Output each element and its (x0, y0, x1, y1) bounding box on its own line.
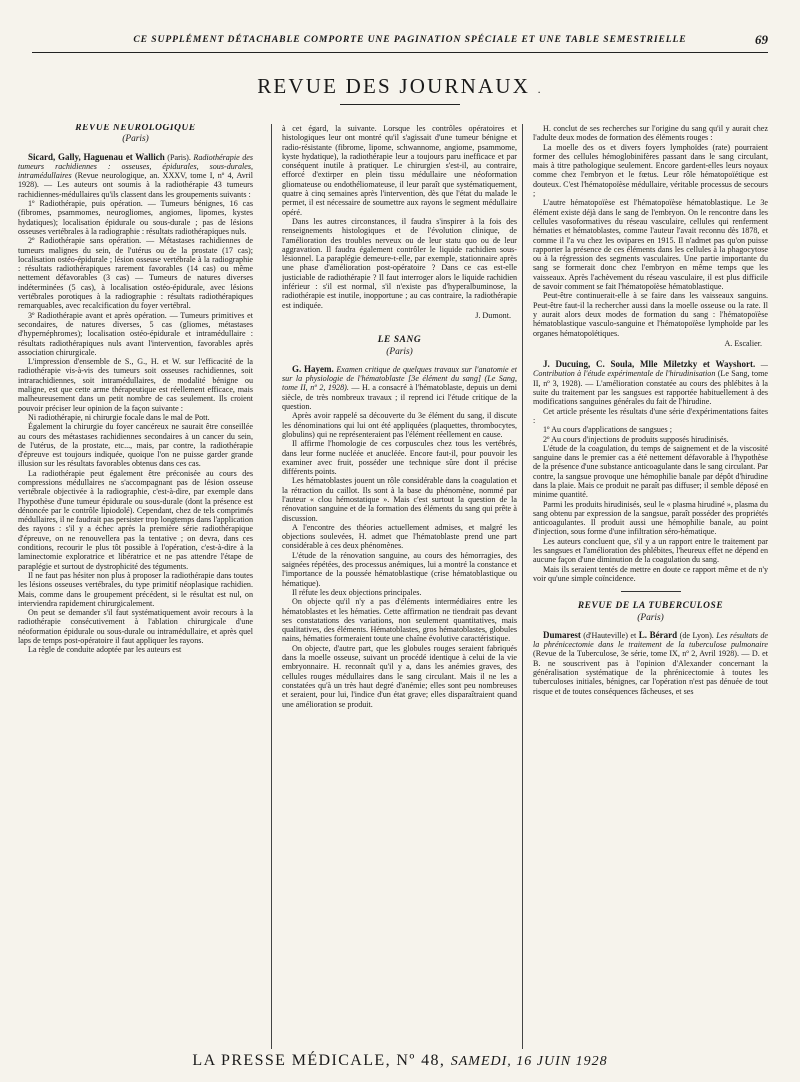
running-head-text: CE SUPPLÉMENT DÉTACHABLE COMPORTE UNE PAGINATION SPÉCIALE ET UNE TABLE SEMESTRIELLE (133, 34, 687, 45)
paragraph: 2º Au cours d'injections de produits supposés hirudinisés. (543, 434, 729, 444)
section-divider (621, 591, 681, 592)
column-divider (522, 124, 523, 1049)
paragraph: Dans les autres circonstances, il faudra s'inspirer à la fois des renseignements histologiques et de l'évolution clinique, de l'amélioration des troubles nerveux ou de leur statu quo ou de leur aggravation. Il faudra également contrôler le liquide rachidien sous-lésionnel. La paraplégie demeure-t-elle, par exemple, stationnaire après une phase d'amélioration post-opératoire ? Dans ce cas est-elle justiciable de radiothérapie ? Il faut interroger alors le liquide rachidien inférieur : s'il est normal, s'il n'existe pas d'hyperalbuminose, la radiothérapie est inutile, inopportune ; au cas contraire, la radiothérapie est indiquée. (282, 216, 517, 310)
paragraph: La règle de conduite adoptée par les auteurs est (28, 645, 182, 655)
article-body: — H. a consacré à l'hématoblaste, depuis un demi siècle, de très nombreux travaux ; il reprend ici l'étude critique de la question. (282, 383, 517, 412)
page-footer (0, 1052, 800, 1070)
article-signature: J. Dumont. (475, 310, 511, 320)
section-title-text: REVUE DES JOURNAUX (257, 74, 531, 98)
article-authors: J. Ducuing, C. Soula, Mlle Miletzky et Wayshort. (543, 359, 756, 370)
article-entry (282, 365, 517, 411)
footer-journal: LA PRESSE MÉDICALE, Nº 48, (192, 1052, 446, 1069)
article-title: Les résultats de la phrénicectomie dans le traitement de la tuberculose pulmonaire (533, 630, 768, 650)
paragraph: L'étude de la rénovation sanguine, au cours des hémorragies, des saignées répétées, des processus anémiques, lui a montré la constance et l'importance de la poussée hématoblastique (crise hématoblastique ou hématique). (282, 550, 517, 588)
paragraph: 1º Radiothérapie, puis opération. — Tumeurs bénignes, 16 cas (fibromes, psammomes, neurogliomes, angiomes, lipomes, kystes hydatiques); localisation épidurale ou sous-durale ; pas de lésions osseuses vertébrales à la radiographie : résultats radiothérapiques nuls. (18, 199, 253, 236)
article-ref: (d'Hauteville) et (580, 630, 639, 640)
paragraph: Peut-être continuerait-elle à se faire dans les vaisseaux sanguins. Peut-être faut-il la rechercher aussi dans la moelle osseuse ou la rate. Il y aurait alors deux modes de formation du sang : l'hématopoïèse hématoblastique vasculo-sanguine et l'hématopoïèse lymphoïde par les organes hématopoïétiques. (533, 291, 768, 338)
paragraph: L'autre hématopoïèse est l'hématopoïèse hématoblastique. Le 3e élément existe déjà dans le sang de l'embryon. On le rencontre dans les cellules vasoformatives du réseau vasculaire, cellules qui renferment hématies et hématoblastes, comme l'auteur l'avait reconnu dès 1878, et comme il l'a vu chez les ovipares en 1915. Il n'admet pas qu'on puisse rapporter la présence de ces éléments dans les cellules à la phagocytose ou à la régression des segments vasculaires. Une partie importante du sang se formerait donc chez l'embryon en même temps que les vaisseaux. Après l'achèvement du réseau vasculaire, il est plus difficile de savoir comment se fait l'hématopoïèse hématoblastique. (533, 198, 768, 292)
paragraph: 3º Radiothérapie avant et après opération. — Tumeurs primitives et secondaires, de natures diverses, 5 cas (gliomes, métastases d'hypernéphromes); localisation ostéo-épidurale et intramédullaire : résultats radiothérapiques nuls avant l'intervention, favorables après association chirurgicale. (18, 310, 253, 357)
article-body: (Le Sang, tome II, nº 3, 1928). — L'amélioration constatée au cours des phlébites à la suite du traitement par les sangsues est rapportée habituellement à des modifications sanguines générales du fait de l'hirudine. (533, 369, 768, 407)
paragraph: Il ne faut pas hésiter non plus à proposer la radiothérapie dans toutes les lésions osseuses vertébrales, du type primitif néoplasique rachidien. Mais, comme dans le groupement précédent, si le résultat est nul, on interviendra rapidement chirurgicalement. (18, 570, 253, 608)
article-title: — Contribution à l'étude expérimentale de l'hirudinisation (533, 360, 768, 379)
column-divider (271, 124, 272, 1049)
section-title (0, 74, 800, 99)
rubric-title: LE SANG (377, 335, 422, 346)
paragraph: Il affirme l'homologie de ces corpuscules chez tous les vertébrés, dans leur forme nucléée et anucléée. Encore faut-il, pour pouvoir les examiner avec fruit, posséder une technique sûre dont il précise différents points. (282, 439, 517, 477)
column-left (18, 124, 253, 1049)
paragraph: Parmi les produits hirudinisés, seul le « plasma hirudiné », plasma du sang obtenu par expression de la sangsue, paraît posséder des propriétés anticoagulantes. Il produit aussi une hémophilie banale, au point d'injection, sous forme d'une infiltration séro-hématique. (533, 499, 768, 537)
article-entry (18, 153, 253, 199)
paragraph: On objecte qu'il n'y a pas d'éléments intermédiaires entre les hématoblastes et les hématies. Cette affirmation ne tiendrait pas devant ses constatations des variations, non seulement quantitatives, mais qualitatives, des éléments. Hématoblastes, gros hématoblastes, globules nains, hématies formeraient toute une chaîne évolutive caractéristique. (282, 597, 517, 644)
paragraph: Après avoir rappelé sa découverte du 3e élément du sang, il discute les dénominations qui lui ont été appliquées (plaquettes, thrombocytes, globulins) qui ne représenteraient pas l'élément réellement en cause. (282, 411, 517, 439)
paragraph: A l'encontre des théories actuellement admises, et malgré les objections soulevées, H. admet que l'hématoblaste prend une part considérable à ces deux phénomènes. (282, 522, 517, 551)
article-authors: Dumarest (543, 629, 581, 640)
paragraph: La moelle des os et divers foyers lymphoïdes (rate) pourraient former des cellules hémoglobinifères passant dans le sang circulant, mais à titre pathologique seulement. Encore gardent-elles leurs noyaux comme chez l'embryon et le fœtus. Leur rôle hématopoïétique est douteux. C'est l'hématopoïèse médullaire, véritable processus de secours ; (533, 142, 768, 199)
title-underline (340, 104, 460, 105)
paragraph: On peut se demander s'il faut systématiquement avoir recours à la radiothérapie consécutivement à l'ablation chirurgicale d'une néoformation épidurale ou sous-durale ou intramédullaire, et après quel laps de temps post-opératoire il faut appliquer les rayons. (18, 608, 253, 646)
paragraph: L'impression d'ensemble de S., G., H. et W. sur l'efficacité de la radiothérapie vis-à-vis des tumeurs soit osseuses rachidiennes, soit intrarachidiennes, soit intramédullaires, de modalité bénigne ou maligne, est que cette arme thérapeutique est réellement efficace, mais malheureusement dans un petit nombre de cas seulement. Ils croient pouvoir préciser leur opinion de la façon suivante : (18, 357, 253, 413)
paragraph: à cet égard, la suivante. Lorsque les contrôles opératoires et histologiques leur ont montré qu'il s'agissait d'une tumeur bénigne et radio-résistante (fibrome, lipome, schwannome, angiome, psammome, kyste hydatique), la radiothérapie leur a toujours paru inefficace et par conséquent inutile à pratiquer. Le chirurgien s'est-il, au contraire, efforcé d'extirper en plein tissu médullaire une néoformation gliomateuse ou endothéliomateuse, il leur paraît que systématiquement, quatre à cinq semaines après l'intervention, dès que l'état du malade le permet, il est nécessaire de soumettre aux rayons le segment médullaire opéré. (282, 124, 517, 217)
rubric-title: REVUE DE LA TUBERCULOSE (577, 601, 724, 612)
paragraph: H. conclut de ses recherches sur l'origine du sang qu'il y aurait chez l'adulte deux modes de formation des éléments rouges : (533, 124, 768, 143)
paragraph: Les auteurs concluent que, s'il y a un rapport entre le traitement par les sangsues et l'amélioration des phlébites, l'heureux effet ne dépend en aucune façon d'une diminution de la coagulation du sang. (533, 536, 768, 565)
article-authors: L. Bérard (638, 629, 678, 640)
paragraph: Cet article présente les résultats d'une série d'expérimentations faites : (533, 406, 768, 425)
column-right (533, 124, 768, 1049)
rubric-place: (Paris) (386, 346, 413, 357)
paragraph: Il réfute les deux objections principales. (292, 587, 422, 597)
article-title: Examen critique de quelques travaux sur l'anatomie et sur la physiologie de l'hématoblaste [3e élément du sang] (Le Sang, tome II, nº 2, 1928). (282, 364, 517, 393)
article-authors: G. Hayem. (292, 363, 334, 374)
paragraph: Mais ils seraient tentés de mettre en doute ce rapport même et de n'y voir qu'une simple coïncidence. (533, 564, 768, 583)
rubric-place: (Paris) (122, 134, 149, 145)
article-ref: (Paris). (164, 152, 194, 162)
column-middle (282, 124, 517, 1049)
article-ref: (de Lyon). (677, 630, 717, 640)
paragraph: Les hématoblastes jouent un rôle considérable dans la coagulation et la rétraction du caillot. Ils sont à la base du phénomène, nommé par l'auteur « clou hémostatique ». Mais c'est surtout la question de la rénovation sanguine et de la formation des éléments du sang qui prête à discussion. (282, 476, 517, 523)
article-entry (533, 631, 768, 696)
article-entry (533, 360, 768, 406)
paragraph: Ni radiothérapie, ni chirurgie focale dans le mal de Pott. (28, 412, 210, 422)
paragraph: L'étude de la coagulation, du temps de saignement et de la viscosité sanguine dans le premier cas a été nettement défavorable à l'hypothèse de la présence d'une substance anticoagulante dans le sang circulant. Par contre, la sangsue provoque une hémophilie banale par dépôt d'hirudine dans la plaie. Mais ce produit ne paraît pas diffuser; il semble déposé en minime quantité. (533, 443, 768, 500)
running-head (52, 34, 768, 50)
rubric-place: (Paris) (637, 612, 664, 623)
rubric-title: REVUE NEUROLOGIQUE (75, 124, 196, 133)
footer-date: SAMEDI, 16 JUIN 1928 (450, 1054, 608, 1069)
article-signature: A. Escalier. (724, 338, 762, 348)
paragraph: La radiothérapie peut également être préconisée au cours des compressions médullaires ne s'accompagnant pas de lésion osseuse vertébrale objectivée à la radiographie, c'est-à-dire, par exemple dans l'hypothèse d'une tumeur épidurale ou sous-durale (dont la présence est dénoncée par le contrôle lipiodolé). Cependant, chez de tels comprimés médullaires, il ne faudrait pas persister trop longtemps dans l'application des rayons : s'il y a échec après la première série radiothérapique d'épreuve, on ne renouvellera pas la tentative ; on devra, dans ces conditions, recourir le plus tôt possible à l'opération, c'est-à-dire à la laminectomie exploratrice et libératrice et ne pas attendre l'étape de paraplégie et surtout de dystrophicité des téguments. (18, 468, 253, 571)
article-authors: Sicard, Gally, Haguenau et Wallich (28, 151, 165, 162)
paragraph: On objecte, d'autre part, que les globules rouges seraient fabriqués dans la moelle osseuse, suivant un procédé identique à celui de la vie embryonnaire. H. reconnaît qu'il y a, dans les anémies graves, des cellules rouges médullaires dans le sang circulant. Mais il ne les a constatées qu'à un très haut degré d'anémie; elles sont peu nombreuses et seraient, pour lui, l'indice d'un état grave; elles disparaîtraient quand une amélioration se produit. (282, 643, 517, 709)
paragraph: 1º Au cours d'applications de sangsues ; (543, 425, 672, 435)
header-rule (32, 52, 768, 53)
paragraph: 2º Radiothérapie sans opération. — Métastases rachidiennes de tumeurs malignes du sein, de l'utérus ou de la prostate (17 cas); localisation ostéo-épidurale ; lésion osseuse vertébrale à la radiographie : résultats radiothérapiques rarement favorables (14 cas) ou même nettement défavorables (3 cas) — Tumeurs de natures diverses indéterminées (5 cas), à localisation ostéo-épidurale, avec lésions vertébrales porotiques à la radiographie : résultats radiothérapiques remarquables, avec recalcification du foyer vertébral. (18, 236, 253, 311)
section-title-mark: . (537, 82, 543, 96)
article-ref: (Revue neurologique, an. XXXV, tome I, nº 4, Avril 1928). — Les auteurs ont soumis à la radiothérapie 43 tumeurs rachidiennes-médullaires qu'ils classent dans les groupements suivants : (18, 171, 253, 199)
page-number: 69 (755, 32, 768, 47)
article-body: (Revue de la Tuberculose, 3e série, tome IX, nº 2, Avril 1928). — D. et B. ne souscrivent pas à l'opinion d'Alexander concernant la généralisation systématique de la phrénicectomie à toutes les tuberculoses initiales, bénignes, car l'opération n'est pas dénuée de tout risque et de toutes conséquences fâcheuses, et ses (533, 649, 768, 696)
paragraph: Également la chirurgie du foyer cancéreux ne saurait être conseillée au cours des métastases rachidiennes secondaires à un cancer du sein, de l'utérus, de la prostate, etc..., mais, par contre, la radiothérapie d'épreuve est toujours indiquée, quoique l'on ne puisse garder grande illusion sur les résultats favorables obtenus dans ces cas. (18, 422, 253, 469)
article-title: Radiothérapie des tumeurs rachidiennes : osseuses, épidurales, sous-durales, intramédullaires (18, 152, 253, 181)
